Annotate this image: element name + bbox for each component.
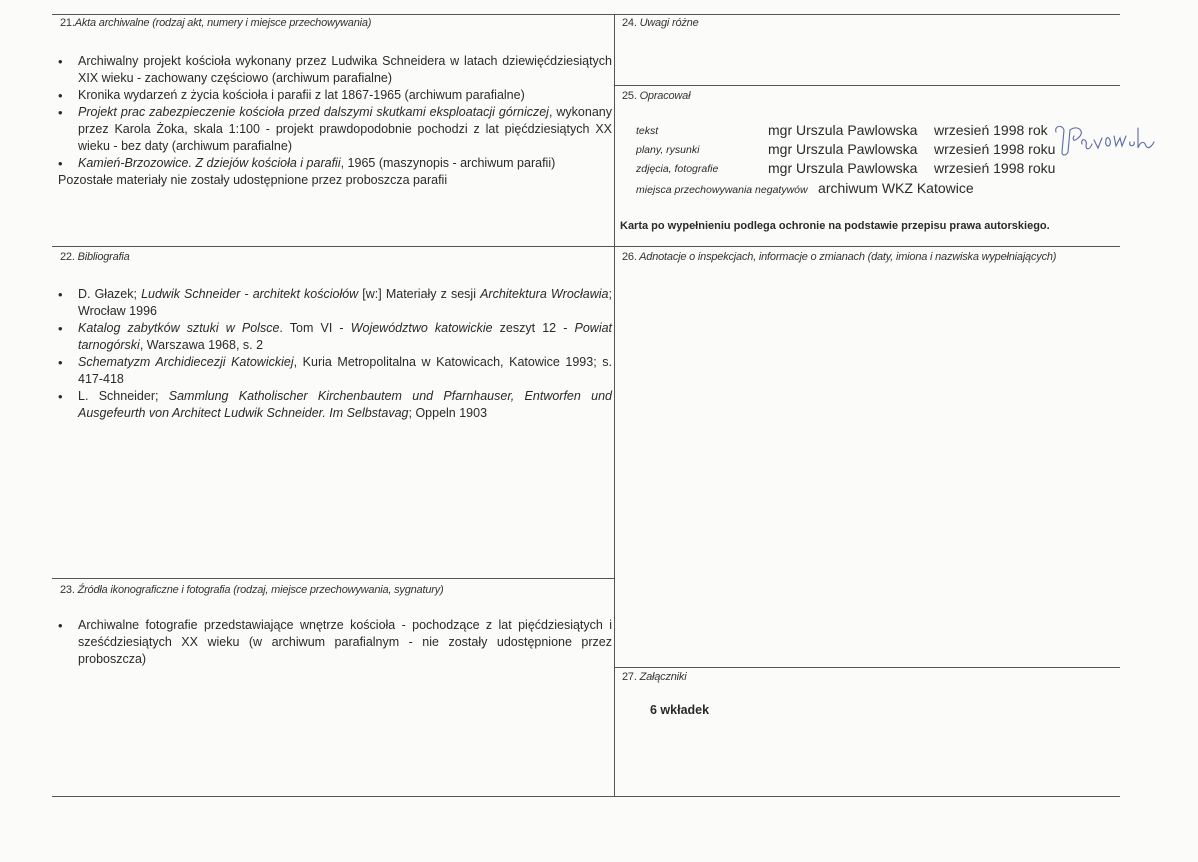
list-item-text: L. Schneider; [78,389,169,403]
list-item-text: Sammlung Katholischer Kirchenbautem und Pfarnhauser, Entworfen und Ausgefeurth von Architect Ludwik Schneider. Im Selbstavag [78,389,612,420]
list-item-text: D. Głazek; [78,287,142,301]
section-title [60,17,371,29]
credit-date: wrzesień 1998 rok [934,122,1048,138]
list-item [58,388,612,422]
list-item [58,286,612,320]
list-item-text: , Kuria Metropolitalna w Katowicach, Katowice 1993; s. 417-418 [78,355,612,386]
copyright-note: Karta po wypełnieniu podlega ochronie na podstawie przepisu prawa autorskiego. [620,220,1050,232]
list-item [58,87,612,104]
credit-author: mgr Urszula Pawlowska [768,141,918,157]
list-item-text: Kronika wydarzeń z życia kościoła i parafii z lat 1867-1965 (archiwum parafialne) [78,88,525,102]
section-title [622,90,690,102]
bottom-border [52,796,1120,797]
section-title-text: Załączniki [639,671,687,683]
list-item-text: , 1965 (maszynopis - archiwum parafii) [340,156,556,170]
archival-note: Pozostałe materiały nie zostały udostępnione przez proboszcza parafii [58,173,448,187]
section-title-text: Akta archiwalne (rodzaj akt, numery i miejsce przechowywania) [74,17,372,29]
list-item-text: [w:] Materiały z sesji [358,287,481,301]
negatives-label: miejsca przechowywania negatywów [636,184,808,196]
credit-author: mgr Urszula Pawlowska [768,122,918,138]
section-number: 26. [622,251,637,263]
bibliography-list [58,286,612,422]
list-item-text: , wykonany przez Karola Żoka, skala 1:100 - projekt prawdopodobnie pochodzi z lat pięćdziesiątych XX wieku - bez daty (archiwum parafialne) [78,105,612,153]
credit-row-drawings [636,141,1056,161]
credit-date: wrzesień 1998 roku [934,160,1056,176]
row-divider-24-25 [614,85,1120,86]
credit-role: zdjęcia, fotografie [636,163,719,175]
list-item-text: Architektura Wrocławia [480,287,609,301]
list-item-text: Projekt prac zabezpieczenie kościoła przed dalszymi skutkami eksploatacji górniczej [78,105,549,119]
section-number: 25. [622,90,637,102]
list-item [58,617,612,668]
section-number: 27. [622,671,637,683]
section-title-text: Źródła ikonograficzne i fotografia (rodzaj, miejsce przechowywania, sygnatury) [77,584,444,596]
section-body [58,286,612,422]
row-divider-26-27 [614,667,1120,668]
section-body [58,617,612,668]
section-title [622,251,1056,263]
row-divider-22-23 [52,578,614,579]
credit-author: mgr Urszula Pawlowska [768,160,918,176]
credit-role: tekst [636,125,659,137]
list-item-text: , Warszawa 1968, s. 2 [139,338,264,352]
list-item-text: Archiwalne fotografie przedstawiające wnętrze kościoła - pochodzące z lat pięćdziesiątych i sześćdziesiątych XX wieku (w archiwum parafialnym - nie zostały udostępnione przez proboszcza) [78,618,612,666]
list-item [58,53,612,87]
section-number: 21. [60,17,75,29]
credit-row-photos [636,160,1056,180]
section-number: 23. [60,584,75,596]
section-title-text: Adnotacje o inspekcjach, informacje o zmianach (daty, imiona i nazwiska wypełniających) [639,251,1057,263]
section-title-text: Uwagi różne [639,17,699,29]
list-item-text: . Tom VI - [279,321,351,335]
credit-date: wrzesień 1998 roku [934,141,1056,157]
section-title-text: Opracował [639,90,691,102]
list-item-text: Katalog zabytków sztuki w Polsce [78,321,280,335]
section-body [58,53,612,189]
list-item [58,320,612,354]
attachments-content: 6 wkładek [650,703,710,717]
section-title-text: Bibliografia [77,251,130,263]
list-item-text: ; Wrocław 1996 [78,287,612,318]
list-item-text: Ludwik Schneider - architekt kościołów [141,287,359,301]
credit-role: plany, rysunki [636,144,700,156]
iconographic-list [58,617,612,668]
credit-row-text [636,122,1046,142]
row-divider-21-22 [52,246,1120,247]
list-item [58,155,612,172]
list-item-text: Archiwalny projekt kościoła wykonany przez Ludwika Schneidera w latach dziewięćdziesiątych XIX wieku - zachowany częściowo (archiwum parafialne) [78,54,612,85]
section-title [622,671,686,683]
section-title [60,251,130,263]
archival-records-list [58,53,612,172]
list-item-text: Schematyzm Archidiecezji Katowickiej [78,355,294,369]
list-item-text: ; Oppeln 1903 [408,406,488,420]
handwritten-signature [1050,118,1160,168]
section-title [622,17,699,29]
list-item-text: Kamień-Brzozowice. Z dziejów kościoła i parafii [78,156,341,170]
list-item-text: zeszyt 12 - [492,321,575,335]
list-item [58,354,612,388]
list-item-text: Województwo katowickie [350,321,493,335]
negatives-location [636,180,974,198]
column-divider [614,14,615,796]
top-border [52,14,1120,15]
list-item [58,104,612,155]
list-item-text: Powiat tarnogórski [78,321,613,352]
section-title [60,584,443,596]
section-number: 22. [60,251,75,263]
negatives-value: archiwum WKZ Katowice [818,180,974,196]
section-number: 24. [622,17,637,29]
